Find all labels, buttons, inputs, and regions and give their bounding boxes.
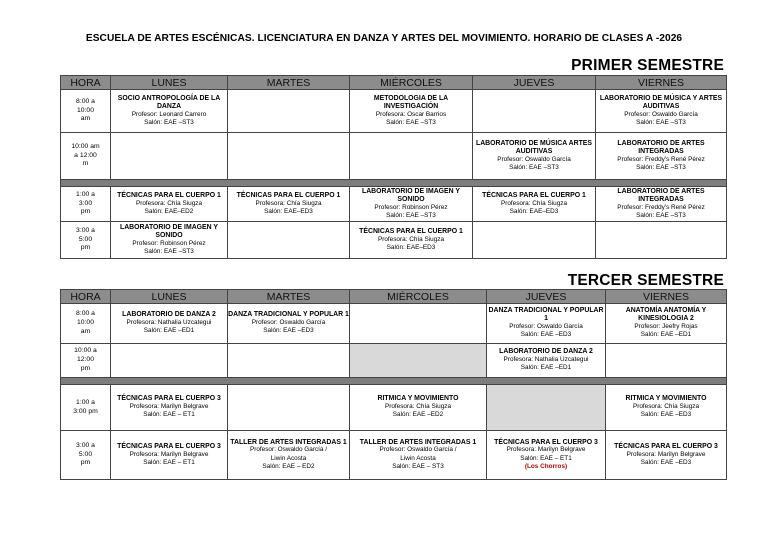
course-detail: Salón: EAE –ST3 — [636, 118, 686, 126]
empty-cell — [111, 133, 228, 180]
class-cell — [606, 385, 727, 431]
table-row — [61, 222, 727, 259]
course-title: DANZA TRADICIONAL Y POPULAR 1 — [228, 311, 349, 319]
table-row — [61, 187, 727, 222]
course-detail: Salón: EAE –ED3 — [520, 331, 572, 339]
class-cell — [228, 431, 350, 480]
header-martes: MARTES — [228, 290, 350, 304]
tercer-semestre-heading: TERCER SEMESTRE — [567, 272, 724, 289]
course-title: TALLER DE ARTES INTEGRADAS 1 — [230, 438, 347, 446]
class-info — [350, 95, 472, 128]
hour-line: 1:00 a — [76, 398, 95, 406]
hour-line: 8:00 a — [76, 97, 95, 105]
course-title: TALLER DE ARTES INTEGRADAS 1 — [359, 438, 477, 446]
course-detail: Salón: EAE –ED1 — [143, 327, 195, 335]
empty-cell — [228, 133, 350, 180]
empty-cell — [228, 90, 350, 133]
course-detail: Salón: EAE –ST3 — [144, 118, 194, 126]
empty-cell — [473, 222, 596, 259]
course-title: ANATOMÍA ANATOMÍA Y KINESIOLOGIA 2 — [625, 307, 707, 323]
course-title: LABORATORIO DE DANZA 2 — [499, 348, 593, 356]
class-cell — [111, 431, 228, 480]
hour-line: pm — [80, 364, 91, 372]
hour-line: 1:00 a — [76, 190, 95, 198]
hour-cell — [61, 304, 111, 344]
course-detail: Profesor: Freddy's René Pérez — [617, 155, 705, 163]
page-title: ESCUELA DE ARTES ESCÉNICAS. LICENCIATURA EN DANZA Y ARTES DEL MOVIMIENTO. HORARIO DE CLASES A -2026 — [85, 33, 683, 44]
hour-line: 10:00 — [76, 106, 94, 114]
class-info — [111, 224, 227, 257]
course-detail: Salón: EAE –ED3 — [263, 327, 314, 335]
class-info — [228, 192, 349, 217]
hour-line: 3:00 — [78, 199, 93, 207]
header-lunes: LUNES — [111, 290, 228, 304]
course-detail: Salón: EAE – ET1 — [143, 411, 195, 419]
class-info — [487, 348, 605, 373]
course-title: TÉCNICAS PARA EL CUERPO 3 — [614, 442, 718, 450]
hour-line: 12:00 — [76, 356, 94, 364]
empty-cell — [473, 90, 596, 133]
empty-cell — [596, 222, 727, 259]
primer-semestre-table — [60, 75, 727, 259]
class-info — [487, 439, 605, 472]
course-detail: Profesor: Oswaldo García — [624, 110, 698, 118]
class-info — [111, 311, 227, 336]
header-viernes: VIERNES — [596, 76, 727, 90]
class-cell — [473, 133, 596, 180]
course-detail: Profesora: Marilyn Belgrave — [626, 450, 706, 458]
course-detail: Salón: EAE –ED2 — [392, 411, 444, 419]
course-detail: Profesora: Chía Siugza — [135, 199, 203, 207]
hour-line: pm — [80, 244, 91, 252]
class-info — [606, 307, 726, 340]
course-detail: Profesora: Chía Siugza — [377, 235, 445, 243]
empty-cell — [350, 304, 487, 344]
header-lunes: LUNES — [111, 76, 228, 90]
empty-cell — [606, 344, 727, 378]
course-detail: Salón: EAE–ED2 — [144, 207, 194, 215]
course-title: TÉCNICAS PARA EL CUERPO 1 — [117, 191, 221, 199]
hour-cell — [61, 187, 111, 222]
empty-cell — [228, 385, 350, 431]
course-detail: Liwin Acosta — [270, 454, 307, 462]
class-cell — [111, 222, 228, 259]
hour-line: 8:00 a — [76, 310, 95, 318]
course-detail: Profesor: Oswaldo García / — [249, 446, 328, 454]
class-info — [111, 192, 227, 217]
separator-row — [61, 180, 727, 187]
class-info — [606, 395, 726, 420]
class-cell — [111, 187, 228, 222]
table-header-row — [61, 76, 727, 90]
course-title: METODOLOGIA DE LA INVESTIGACIÓN — [373, 94, 449, 110]
header-viernes: VIERNES — [606, 290, 727, 304]
class-cell — [487, 344, 606, 378]
course-detail: Salón: EAE – ST3 — [392, 463, 444, 471]
course-detail: Salón: EAE –ST3 — [636, 211, 686, 219]
class-cell — [111, 90, 228, 133]
header-jueves: JUEVES — [487, 290, 606, 304]
class-info — [350, 188, 472, 221]
course-detail: Profesor: Freddy's René Pérez — [617, 203, 705, 211]
empty-cell — [111, 344, 228, 378]
course-title: TÉCNICAS PARA EL CUERPO 1 — [236, 191, 341, 199]
course-title: RITMICA Y MOVIMIENTO — [377, 395, 459, 403]
course-detail: Salón: EAE –ED3 — [640, 411, 692, 419]
hour-line: 5:00 — [78, 235, 93, 243]
course-detail: Salón: EAE–ED3 — [264, 207, 313, 215]
class-cell — [487, 431, 606, 480]
course-detail: Salón: EAE –ST3 — [509, 163, 559, 171]
hour-line: 10:00 am — [71, 142, 100, 150]
course-detail: Profesora: Nathalia Uzcategui — [126, 319, 212, 327]
course-detail: Profesor: Robinson Pérez — [374, 203, 448, 211]
hour-line: 3:00 a — [76, 226, 95, 234]
course-detail: Salón: EAE–ED3 — [509, 207, 559, 215]
course-detail: Profesor: Oswaldo García — [251, 319, 326, 327]
header-hora: HORA — [61, 76, 111, 90]
hour-cell — [61, 133, 111, 180]
course-detail: Profesora: Nathalia Uzcategui — [503, 356, 589, 364]
class-cell — [596, 187, 727, 222]
class-info — [111, 443, 227, 468]
class-cell — [228, 187, 350, 222]
table-row — [61, 90, 727, 133]
hour-line: a 12:00 — [74, 151, 97, 159]
class-cell — [596, 133, 727, 180]
class-info — [111, 95, 227, 128]
class-info — [596, 140, 726, 173]
header-martes: MARTES — [228, 76, 350, 90]
hour-cell — [61, 431, 111, 480]
header-jueves: JUEVES — [473, 76, 596, 90]
course-title: LABORATORIO DE DANZA 2 — [122, 311, 216, 319]
course-title: TÉCNICAS PARA EL CUERPO 1 — [482, 191, 586, 199]
hour-line: pm — [80, 459, 91, 467]
table-row — [61, 344, 727, 378]
class-cell — [350, 187, 473, 222]
class-cell — [606, 304, 727, 344]
class-cell — [350, 222, 473, 259]
hour-line: m — [82, 160, 89, 168]
table-row — [61, 431, 727, 480]
hour-line: 10:00 a — [74, 347, 97, 355]
hour-cell — [61, 344, 111, 378]
class-cell — [606, 431, 727, 480]
course-detail: Salón: EAE–ED3 — [386, 243, 436, 251]
table-row — [61, 385, 727, 431]
course-detail: Profesor: Leonard Carrero — [131, 110, 207, 118]
separator-cell — [61, 180, 727, 187]
hour-cell — [61, 222, 111, 259]
hour-cell — [61, 385, 111, 431]
class-info — [596, 95, 726, 128]
primer-semestre-heading: PRIMER SEMESTRE — [571, 57, 724, 74]
hour-line: 5:00 — [78, 450, 93, 458]
class-cell — [350, 90, 473, 133]
tercer-semestre-table — [60, 289, 727, 480]
course-detail: Salón: EAE – ET1 — [520, 454, 572, 462]
course-detail: Salón: EAE – ET1 — [143, 458, 195, 466]
course-detail: Salón: EAE –ST3 — [144, 247, 194, 255]
hour-cell — [61, 90, 111, 133]
course-detail: Salón: EAE –ED1 — [640, 331, 692, 339]
course-detail: Profesor: Jeefry Rojas — [634, 323, 698, 331]
course-detail: Profesora: Chía Siugza — [632, 403, 700, 411]
course-detail: Profesora: Marilyn Belgrave — [506, 446, 586, 454]
class-info — [111, 395, 227, 420]
course-detail: Salón: EAE –ST3 — [636, 163, 686, 171]
class-cell — [111, 304, 228, 344]
course-title: TÉCNICAS PARA EL CUERPO 3 — [117, 395, 221, 403]
course-detail: Salón: EAE –ST3 — [386, 211, 436, 219]
class-cell — [487, 304, 606, 344]
separator-cell — [61, 378, 727, 385]
empty-cell — [350, 133, 473, 180]
empty-cell — [228, 222, 350, 259]
course-detail: Profesora: Marilyn Belgrave — [129, 403, 209, 411]
course-title: SOCIO ANTROPOLOGÍA DE LA DANZA — [117, 94, 221, 110]
class-cell — [350, 431, 487, 480]
course-detail: Profesora: Chía Siugza — [255, 199, 322, 207]
class-info — [228, 311, 349, 336]
empty-cell — [487, 385, 606, 431]
class-cell — [111, 385, 228, 431]
header-miercoles: MIÉRCOLES — [350, 76, 473, 90]
class-info — [487, 307, 605, 340]
course-title: LABORATORIO DE IMAGEN Y SONIDO — [361, 187, 460, 203]
course-title: TÉCNICAS PARA EL CUERPO 1 — [359, 227, 463, 235]
empty-cell — [228, 344, 350, 378]
class-info — [228, 439, 349, 472]
course-title: DANZA TRADICIONAL Y POPULAR 1 — [488, 307, 604, 323]
class-info — [596, 188, 726, 221]
table-header-row — [61, 290, 727, 304]
class-info — [473, 140, 595, 173]
course-detail: Profesor: Oswaldo García — [497, 155, 571, 163]
class-info — [606, 443, 726, 468]
course-detail: Profesor: Robinson Pérez — [132, 239, 206, 247]
hour-line: 10:00 — [76, 319, 94, 327]
course-title: TÉCNICAS PARA EL CUERPO 3 — [494, 438, 598, 446]
course-detail: Profesora: Oscar Barrios — [375, 110, 447, 118]
course-note: (Los Chorros) — [524, 463, 568, 471]
course-detail: Profesor: Oswaldo García — [509, 323, 583, 331]
class-info — [350, 228, 472, 253]
course-title: LABORATORIO DE MÚSICA Y ARTES AUDITIVAS — [599, 94, 723, 110]
hour-line: am — [80, 327, 91, 335]
course-detail: Liwin Acosta — [400, 454, 436, 462]
course-title: LABORATORIO DE MÚSICA ARTES AUDITIVAS — [476, 139, 592, 155]
course-detail: Salón: EAE –ED3 — [640, 458, 692, 466]
hour-line: pm — [80, 208, 91, 216]
course-detail: Profesor: Oswaldo García / — [379, 446, 457, 454]
class-cell — [596, 90, 727, 133]
hour-line: 3:00 a — [76, 441, 95, 449]
class-cell — [228, 304, 350, 344]
course-title: LABORATORIO DE IMAGEN Y SONIDO — [119, 223, 218, 239]
table-row — [61, 133, 727, 180]
course-detail: Salón: EAE –ED1 — [520, 364, 572, 372]
class-info — [473, 192, 595, 217]
separator-row — [61, 378, 727, 385]
course-title: RITMICA Y MOVIMIENTO — [625, 395, 707, 403]
class-cell — [350, 385, 487, 431]
course-detail: Salón: EAE – ED2 — [262, 463, 315, 471]
empty-cell — [350, 344, 487, 378]
header-miercoles: MIÉRCOLES — [350, 290, 487, 304]
class-cell — [473, 187, 596, 222]
header-hora: HORA — [61, 290, 111, 304]
hour-line: am — [80, 115, 91, 123]
class-info — [350, 439, 486, 472]
class-info — [350, 395, 486, 420]
table-row — [61, 304, 727, 344]
course-detail: Profesora: Chía Siugza — [500, 199, 568, 207]
course-title: LABORATORIO DE ARTES INTEGRADAS — [617, 187, 705, 203]
hour-line: 3:00 pm — [73, 407, 98, 415]
course-title: TÉCNICAS PARA EL CUERPO 3 — [117, 442, 221, 450]
course-title: LABORATORIO DE ARTES INTEGRADAS — [617, 139, 705, 155]
course-detail: Profesora: Marilyn Belgrave — [129, 450, 209, 458]
course-detail: Profesora: Chía Siugza — [384, 403, 452, 411]
course-detail: Salón: EAE –ST3 — [386, 118, 436, 126]
